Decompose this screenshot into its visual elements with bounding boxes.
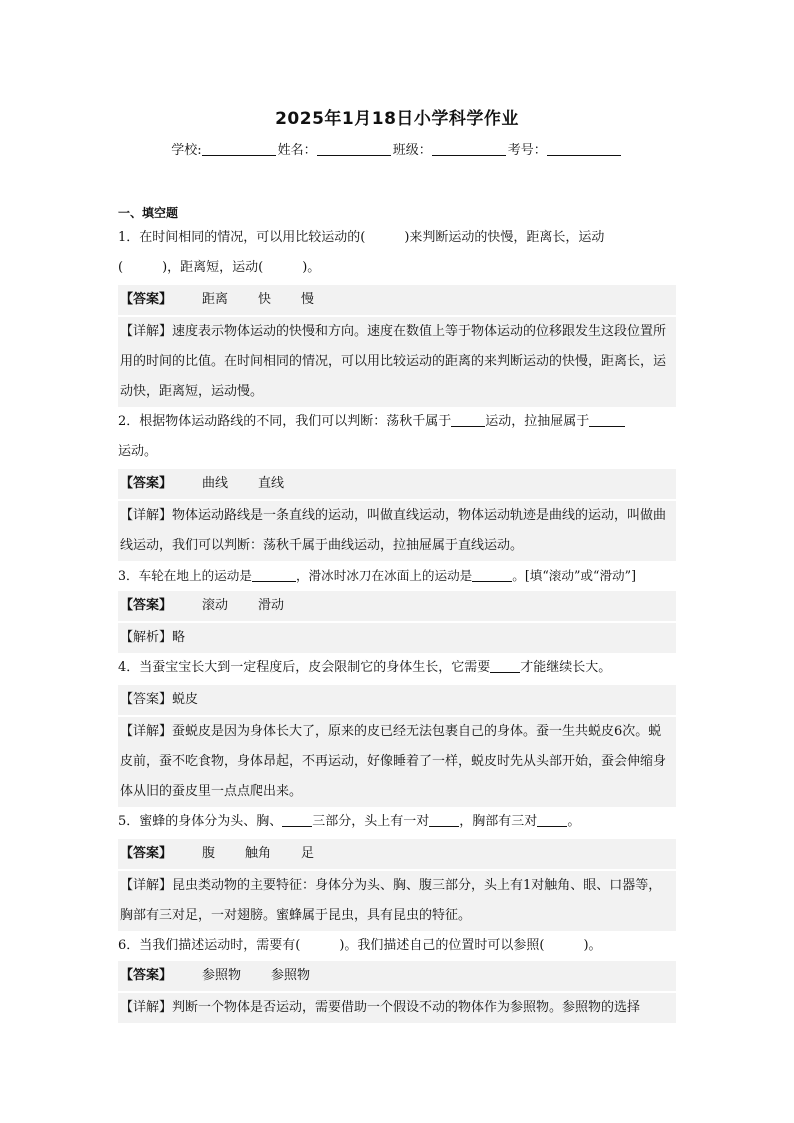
question-3 — [118, 561, 676, 591]
answer-value: 直线 — [258, 476, 285, 491]
fill-blank[interactable] — [282, 814, 312, 827]
page-title: 2025年1月18日小学科学作业 — [275, 109, 519, 129]
answer-2 — [118, 469, 676, 499]
fill-blank[interactable] — [589, 414, 625, 427]
answer-value: 快 — [258, 292, 272, 307]
class-blank[interactable] — [432, 143, 506, 156]
question-text: 5．蜜蜂的身体分为头、胸、 — [118, 814, 283, 829]
question-1 — [118, 223, 676, 283]
answer-value: 曲线 — [202, 476, 229, 491]
answer-tag: 【答案】 — [120, 292, 173, 307]
class-label: 班级： — [392, 143, 432, 158]
fill-blank[interactable] — [537, 814, 567, 827]
fill-blank[interactable] — [252, 569, 296, 582]
detail-1: 【详解】速度表示物体运动的快慢和方向。速度在数值上等于物体运动的位移跟发生这段位置所用的时间的比值。在时间相同的情况，可以用比较运动的距离的来判断运动的快慢，距离长，运动快，距离短，运动慢。 — [118, 317, 676, 407]
answer-value: 距离 — [202, 292, 229, 307]
answer-value: 参照物 — [202, 968, 242, 983]
student-info-line — [0, 139, 794, 158]
detail-4: 【详解】蚕蜕皮是因为身体长大了，原来的皮已经无法包裹自己的身体。蚕一生共蜕皮6次。蜕皮前，蚕不吃食物，身体昂起，不再运动，好像睡着了一样，蜕皮时先从头部开始，蚕会伸缩身体从旧的蚕皮里一点点爬出来。 — [118, 717, 676, 807]
detail-6: 【详解】判断一个物体是否运动，需要借助一个假设不动的物体作为参照物。参照物的选择 — [118, 993, 676, 1023]
detail-2: 【详解】物体运动路线是一条直线的运动，叫做直线运动，物体运动轨迹是曲线的运动，叫做曲线运动，我们可以判断：荡秋千属于曲线运动，拉抽屉属于直线运动。 — [118, 501, 676, 561]
answer-4: 【答案】蜕皮 — [118, 685, 676, 715]
question-text: 才能继续长大。 — [520, 660, 612, 675]
name-blank[interactable] — [317, 143, 391, 156]
section-heading: 一、填空题 — [118, 206, 179, 220]
answer-value: 足 — [301, 846, 315, 861]
question-6: 6．当我们描述运动时，需要有( )。我们描述自己的位置时可以参照( )。 — [118, 938, 602, 953]
question-5 — [118, 807, 676, 837]
question-text: 。 — [567, 814, 581, 829]
answer-tag: 【答案】 — [120, 476, 173, 491]
question-text: 2．根据物体运动路线的不同，我们可以判断：荡秋千属于 — [118, 414, 452, 429]
question-text: 3．车轮在地上的运动是 — [118, 568, 252, 583]
answer-tag: 【答案】 — [120, 846, 173, 861]
name-label: 姓名： — [277, 143, 317, 158]
question-text: ，胸部有三对 — [459, 814, 538, 829]
question-text: 4．当蚕宝宝长大到一定程度后，皮会限制它的身体生长，它需要 — [118, 660, 491, 675]
question-2 — [118, 407, 676, 467]
exam-number-blank[interactable] — [547, 143, 621, 156]
fill-blank[interactable] — [490, 660, 520, 673]
answer-value: 腹 — [202, 846, 216, 861]
question-1-line-2: ( )，距离短，运动( )。 — [118, 260, 321, 275]
exam-number-label: 考号： — [507, 143, 547, 158]
question-1-line-1: 1．在时间相同的情况，可以用比较运动的( )来判断运动的快慢，距离长，运动 — [118, 230, 605, 245]
main-content — [118, 203, 676, 1023]
fill-blank[interactable] — [451, 414, 485, 427]
answer-tag: 【答案】 — [120, 598, 173, 613]
answer-value: 滑动 — [258, 598, 285, 613]
answer-value: 触角 — [245, 846, 272, 861]
answer-value: 慢 — [301, 292, 315, 307]
question-4 — [118, 653, 676, 683]
detail-5: 【详解】昆虫类动物的主要特征：身体分为头、胸、腹三部分，头上有1对触角、眼、口器等，胸部有三对足，一对翅膀。蜜蜂属于昆虫，具有昆虫的特征。 — [118, 871, 676, 931]
question-text: 运动，拉抽屉属于 — [485, 414, 590, 429]
answer-3 — [118, 591, 676, 621]
school-label: 学校: — [171, 143, 202, 158]
fill-blank[interactable] — [472, 569, 512, 582]
question-text: 。[填“滚动”或“滑动”] — [512, 568, 637, 583]
fill-blank[interactable] — [429, 814, 459, 827]
answer-5 — [118, 839, 676, 869]
question-text: 运动。 — [118, 444, 158, 459]
answer-value: 滚动 — [202, 598, 229, 613]
school-blank[interactable] — [202, 143, 276, 156]
answer-6 — [118, 961, 676, 991]
answer-tag: 【答案】 — [120, 968, 173, 983]
question-text: 三部分，头上有一对 — [312, 814, 430, 829]
answer-value: 参照物 — [271, 968, 311, 983]
answer-1 — [118, 285, 676, 315]
detail-3: 【解析】略 — [118, 623, 676, 653]
question-text: ，滑冰时冰刀在冰面上的运动是 — [295, 568, 473, 583]
